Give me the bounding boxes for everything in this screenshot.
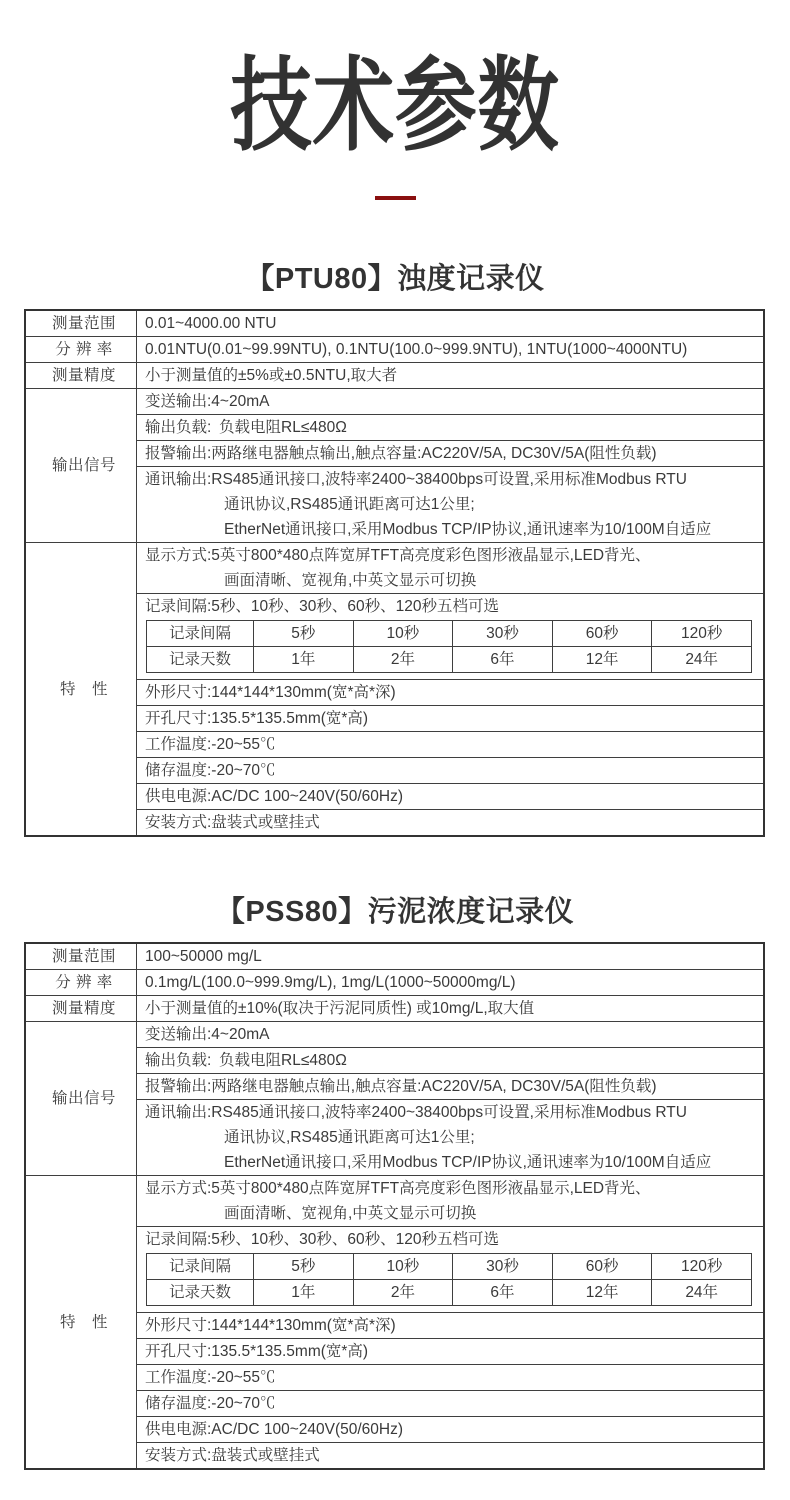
row-output-transmit bbox=[25, 1022, 764, 1048]
resolution-label: 分 辨 率 bbox=[25, 970, 137, 996]
record-interval-cell bbox=[137, 1227, 765, 1313]
output-transmit-value: 变送输出:4~20mA bbox=[137, 389, 765, 415]
output-load-value: 输出负载: 负载电阻RL≤480Ω bbox=[137, 1048, 765, 1074]
comm-line-2: 通讯协议,RS485通讯距离可达1公里; bbox=[224, 496, 475, 513]
output-transmit-value: 变送输出:4~20mA bbox=[137, 1022, 765, 1048]
display-line-2: 画面清晰、宽视角,中英文显示可切换 bbox=[224, 1205, 477, 1222]
row-output-load bbox=[25, 1048, 764, 1074]
output-comm-value bbox=[137, 1100, 765, 1176]
row-store-temp bbox=[25, 758, 764, 784]
measure-range-value: 0.01~4000.00 NTU bbox=[137, 310, 765, 337]
row-output-load bbox=[25, 415, 764, 441]
record-interval-cell-1: 5秒 bbox=[254, 621, 354, 647]
feature-label: 特 性 bbox=[25, 1176, 137, 1470]
dimensions-value: 外形尺寸:144*144*130mm(宽*高*深) bbox=[137, 1313, 765, 1339]
record-days-cell-2: 2年 bbox=[353, 1280, 453, 1306]
row-output-comm bbox=[25, 1100, 764, 1176]
resolution-value: 0.1mg/L(100.0~999.9mg/L), 1mg/L(1000~50000mg/L) bbox=[137, 970, 765, 996]
feature-display-value bbox=[137, 543, 765, 594]
record-interval-cell-1: 5秒 bbox=[254, 1254, 354, 1280]
record-interval-note: 记录间隔:5秒、10秒、30秒、60秒、120秒五档可选 bbox=[145, 598, 500, 615]
row-measure-range bbox=[25, 943, 764, 970]
cutout-value: 开孔尺寸:135.5*135.5mm(宽*高) bbox=[137, 706, 765, 732]
record-days-cell-4: 12年 bbox=[552, 1280, 652, 1306]
row-dimensions bbox=[25, 680, 764, 706]
row-record-interval bbox=[25, 594, 764, 680]
row-power bbox=[25, 784, 764, 810]
resolution-label: 分 辨 率 bbox=[25, 337, 137, 363]
store-temp-value: 储存温度:-20~70℃ bbox=[137, 758, 765, 784]
accuracy-label: 测量精度 bbox=[25, 363, 137, 389]
accuracy-label: 测量精度 bbox=[25, 996, 137, 1022]
row-cutout bbox=[25, 1339, 764, 1365]
record-interval-cell-3: 30秒 bbox=[453, 1254, 553, 1280]
record-interval-note: 记录间隔:5秒、10秒、30秒、60秒、120秒五档可选 bbox=[145, 1231, 500, 1248]
spec-table-ptu80 bbox=[24, 309, 765, 837]
power-value: 供电电源:AC/DC 100~240V(50/60Hz) bbox=[137, 784, 765, 810]
row-mount bbox=[25, 1443, 764, 1470]
record-days-cell-4: 12年 bbox=[552, 647, 652, 673]
row-feature-display bbox=[25, 543, 764, 594]
output-alarm-value: 报警输出:两路继电器触点输出,触点容量:AC220V/5A, DC30V/5A(阻性负载) bbox=[137, 441, 765, 467]
record-interval-cell-3: 30秒 bbox=[453, 621, 553, 647]
row-cutout bbox=[25, 706, 764, 732]
power-value: 供电电源:AC/DC 100~240V(50/60Hz) bbox=[137, 1417, 765, 1443]
row-accuracy bbox=[25, 996, 764, 1022]
row-output-transmit bbox=[25, 389, 764, 415]
display-line-1: 显示方式:5英寸800*480点阵宽屏TFT高亮度彩色图形液晶显示,LED背光、 bbox=[145, 547, 651, 564]
work-temp-value: 工作温度:-20~55℃ bbox=[137, 1365, 765, 1391]
comm-line-3: EtherNet通讯接口,采用Modbus TCP/IP协议,通讯速率为10/100M自适应 bbox=[224, 1154, 712, 1171]
row-power bbox=[25, 1417, 764, 1443]
spec-table-pss80 bbox=[24, 942, 765, 1470]
record-interval-cell-2: 10秒 bbox=[353, 1254, 453, 1280]
record-interval-cell-4: 60秒 bbox=[552, 621, 652, 647]
record-days-cell-3: 6年 bbox=[453, 647, 553, 673]
row-store-temp bbox=[25, 1391, 764, 1417]
record-days-cell-1: 1年 bbox=[254, 1280, 354, 1306]
comm-line-1: 通讯输出:RS485通讯接口,波特率2400~38400bps可设置,采用标准Modbus RTU bbox=[145, 471, 687, 488]
row-output-alarm bbox=[25, 441, 764, 467]
record-days-cell-2: 2年 bbox=[353, 647, 453, 673]
accuracy-value: 小于测量值的±10%(取决于污泥同质性) 或10mg/L,取大值 bbox=[137, 996, 765, 1022]
cutout-value: 开孔尺寸:135.5*135.5mm(宽*高) bbox=[137, 1339, 765, 1365]
row-dimensions bbox=[25, 1313, 764, 1339]
record-interval-cell-5: 120秒 bbox=[652, 1254, 752, 1280]
record-days-cell-5: 24年 bbox=[652, 647, 752, 673]
measure-range-label: 测量范围 bbox=[25, 943, 137, 970]
row-work-temp bbox=[25, 732, 764, 758]
display-line-1: 显示方式:5英寸800*480点阵宽屏TFT高亮度彩色图形液晶显示,LED背光、 bbox=[145, 1180, 651, 1197]
output-signal-label: 输出信号 bbox=[25, 389, 137, 543]
record-days-row bbox=[147, 1280, 752, 1306]
record-days-cell-3: 6年 bbox=[453, 1280, 553, 1306]
mount-value: 安装方式:盘装式或壁挂式 bbox=[137, 810, 765, 837]
record-interval-cell-5: 120秒 bbox=[652, 621, 752, 647]
record-interval-header-row bbox=[147, 1254, 752, 1280]
row-resolution bbox=[25, 337, 764, 363]
record-interval-cell-0: 记录间隔 bbox=[147, 1254, 254, 1280]
row-measure-range bbox=[25, 310, 764, 337]
store-temp-value: 储存温度:-20~70℃ bbox=[137, 1391, 765, 1417]
section-ptu80 bbox=[0, 262, 790, 837]
display-line-2: 画面清晰、宽视角,中英文显示可切换 bbox=[224, 572, 477, 589]
page-title bbox=[0, 0, 790, 162]
feature-display-value bbox=[137, 1176, 765, 1227]
record-interval-cell bbox=[137, 594, 765, 680]
page-title-text: 技术参数 bbox=[230, 49, 560, 163]
record-interval-cell-0: 记录间隔 bbox=[147, 621, 254, 647]
record-interval-header-row bbox=[147, 621, 752, 647]
output-comm-value bbox=[137, 467, 765, 543]
measure-range-label: 测量范围 bbox=[25, 310, 137, 337]
mount-value: 安装方式:盘装式或壁挂式 bbox=[137, 1443, 765, 1470]
measure-range-value: 100~50000 mg/L bbox=[137, 943, 765, 970]
title-divider bbox=[375, 196, 416, 200]
row-output-alarm bbox=[25, 1074, 764, 1100]
output-load-value: 输出负载: 负载电阻RL≤480Ω bbox=[137, 415, 765, 441]
section-pss80-heading: 【PSS80】污泥浓度记录仪 bbox=[215, 896, 575, 928]
section-ptu80-heading: 【PTU80】浊度记录仪 bbox=[245, 263, 545, 295]
feature-label: 特 性 bbox=[25, 543, 137, 837]
dimensions-value: 外形尺寸:144*144*130mm(宽*高*深) bbox=[137, 680, 765, 706]
comm-line-2: 通讯协议,RS485通讯距离可达1公里; bbox=[224, 1129, 475, 1146]
output-alarm-value: 报警输出:两路继电器触点输出,触点容量:AC220V/5A, DC30V/5A(阻性负载) bbox=[137, 1074, 765, 1100]
section-pss80 bbox=[0, 895, 790, 1470]
record-interval-table bbox=[146, 1253, 752, 1306]
record-interval-table bbox=[146, 620, 752, 673]
record-days-cell-1: 1年 bbox=[254, 647, 354, 673]
record-interval-cell-4: 60秒 bbox=[552, 1254, 652, 1280]
comm-line-3: EtherNet通讯接口,采用Modbus TCP/IP协议,通讯速率为10/100M自适应 bbox=[224, 521, 712, 538]
record-interval-cell-2: 10秒 bbox=[353, 621, 453, 647]
record-days-cell-5: 24年 bbox=[652, 1280, 752, 1306]
work-temp-value: 工作温度:-20~55℃ bbox=[137, 732, 765, 758]
record-days-cell-0: 记录天数 bbox=[147, 647, 254, 673]
row-accuracy bbox=[25, 363, 764, 389]
row-record-interval bbox=[25, 1227, 764, 1313]
output-signal-label: 输出信号 bbox=[25, 1022, 137, 1176]
accuracy-value: 小于测量值的±5%或±0.5NTU,取大者 bbox=[137, 363, 765, 389]
row-resolution bbox=[25, 970, 764, 996]
record-days-cell-0: 记录天数 bbox=[147, 1280, 254, 1306]
resolution-value: 0.01NTU(0.01~99.99NTU), 0.1NTU(100.0~999.9NTU), 1NTU(1000~4000NTU) bbox=[137, 337, 765, 363]
row-feature-display bbox=[25, 1176, 764, 1227]
record-days-row bbox=[147, 647, 752, 673]
row-work-temp bbox=[25, 1365, 764, 1391]
row-output-comm bbox=[25, 467, 764, 543]
comm-line-1: 通讯输出:RS485通讯接口,波特率2400~38400bps可设置,采用标准Modbus RTU bbox=[145, 1104, 687, 1121]
row-mount bbox=[25, 810, 764, 837]
